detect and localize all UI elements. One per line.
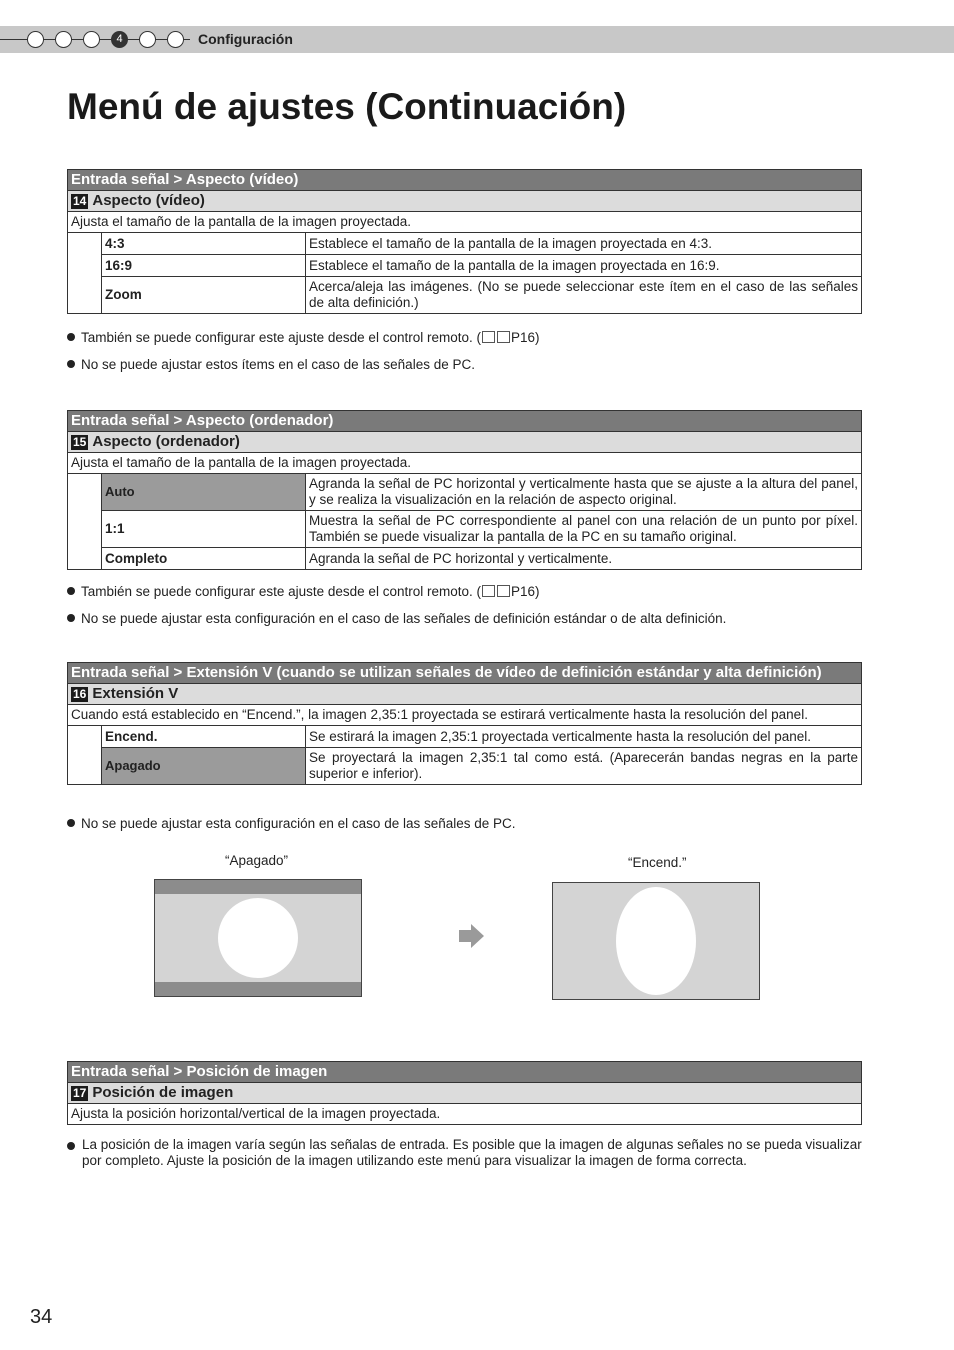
page-ref: P16 <box>510 330 536 345</box>
option-label: Completo <box>102 548 306 570</box>
option-text: Muestra la señal de PC correspondiente al panel con una relación de un punto por píxel. También se puede visualizar la pantalla de la PC en su tamaño original. <box>306 511 862 548</box>
book-icon <box>497 331 510 343</box>
chapter-circle <box>139 31 156 48</box>
bullet-icon <box>67 819 75 827</box>
option-text: Establece el tamaño de la pantalla de la imagen proyectada en 4:3. <box>306 233 862 255</box>
v-stretch-table <box>67 662 862 785</box>
note: También se puede configurar este ajuste desde el control remoto. ( P16) <box>67 584 540 600</box>
note: No se puede ajustar estos ítems en el caso de las señales de PC. <box>67 357 475 373</box>
item-title <box>68 191 862 212</box>
bullet-icon <box>67 614 75 622</box>
note: No se puede ajustar esta configuración en el caso de las señales de definición estándar o de alta definición. <box>67 611 726 627</box>
image-position-table <box>67 1061 862 1125</box>
bullet-icon <box>67 1142 75 1150</box>
indent-cell <box>68 233 102 314</box>
chapter-circle <box>27 31 44 48</box>
caption-on: “Encend.” <box>628 855 687 870</box>
option-text: Agranda la señal de PC horizontal y verticalmente. <box>306 548 862 570</box>
option-text: Establece el tamaño de la pantalla de la imagen proyectada en 16:9. <box>306 255 862 277</box>
option-label: Apagado <box>102 748 306 785</box>
chapter-circle <box>83 31 100 48</box>
option-text: Agranda la señal de PC horizontal y verticalmente hasta que se ajuste a la altura del panel, y se realiza la visualización en la relación de aspecto original. <box>306 474 862 511</box>
chapter-circle-current: 4 <box>111 31 128 48</box>
option-label: Auto <box>102 474 306 511</box>
item-title <box>68 432 862 453</box>
item-description: Ajusta el tamaño de la pantalla de la imagen proyectada. <box>68 212 862 233</box>
chapter-circle <box>55 31 72 48</box>
page-number: 34 <box>30 1306 53 1328</box>
option-label: 4:3 <box>102 233 306 255</box>
note: También se puede configurar este ajuste desde el control remoto. ( P16) <box>67 330 540 346</box>
item-name: Aspecto (ordenador) <box>92 433 240 450</box>
item-name: Posición de imagen <box>92 1084 234 1101</box>
item-number: 16 <box>73 687 87 701</box>
option-label: Zoom <box>102 277 306 314</box>
option-label: Encend. <box>102 726 306 748</box>
chapter-circle <box>167 31 184 48</box>
note: No se puede ajustar esta configuración en el caso de las señales de PC. <box>67 816 516 832</box>
caption-off: “Apagado” <box>225 853 289 868</box>
letterbox-illustration <box>154 879 362 997</box>
note: La posición de la imagen varía según las señalas de entrada. Es posible que la imagen de algunas señales no se pueda visualizar por completo. Ajuste la posición de la imagen utilizando este menú para visualizar la imagen de forma correcta. <box>67 1137 867 1169</box>
item-title <box>68 684 862 705</box>
item-description: Cuando está establecido en “Encend.”, la imagen 2,35:1 proyectada se estirará verticalmente hasta la resolución del panel. <box>68 705 862 726</box>
option-text: Se estirará la imagen 2,35:1 proyectada verticalmente hasta la resolución del panel. <box>306 726 862 748</box>
item-description: Ajusta el tamaño de la pantalla de la imagen proyectada. <box>68 453 862 474</box>
aspect-video-table <box>67 169 862 314</box>
arrow-right-icon <box>457 921 487 951</box>
page-ref: P16 <box>510 584 536 599</box>
bullet-icon <box>67 333 75 341</box>
book-icon <box>497 585 510 597</box>
item-number: 15 <box>73 435 87 449</box>
page-title: Menú de ajustes (Continuación) <box>67 86 627 127</box>
indent-cell <box>68 726 102 785</box>
item-description: Ajusta la posición horizontal/vertical de la imagen proyectada. <box>68 1104 862 1125</box>
option-text: Se proyectará la imagen 2,35:1 tal como está. (Aparecerán bandas negras en la parte superior e inferior). <box>306 748 862 785</box>
indent-cell <box>68 474 102 570</box>
option-text: Acerca/aleja las imágenes. (No se puede seleccionar este ítem en el caso de las señales de alta definición.) <box>306 277 862 314</box>
item-title <box>68 1083 862 1104</box>
bullet-icon <box>67 587 75 595</box>
book-icon <box>482 585 495 597</box>
book-icon <box>482 331 495 343</box>
item-number: 17 <box>73 1086 87 1100</box>
aspect-pc-table <box>67 410 862 570</box>
section-label: Configuración <box>198 31 293 47</box>
stretched-illustration <box>552 882 760 1000</box>
bullet-icon <box>67 360 75 368</box>
table-header: Entrada señal > Aspecto (vídeo) <box>68 170 862 191</box>
table-header: Entrada señal > Extensión V (cuando se utilizan señales de vídeo de definición estándar y alta definición) <box>68 663 862 684</box>
table-header: Entrada señal > Aspecto (ordenador) <box>68 411 862 432</box>
item-name: Extensión V <box>92 685 179 702</box>
table-header: Entrada señal > Posición de imagen <box>68 1062 862 1083</box>
option-label: 16:9 <box>102 255 306 277</box>
item-name: Aspecto (vídeo) <box>92 192 205 209</box>
item-number: 14 <box>73 194 87 208</box>
option-label: 1:1 <box>102 511 306 548</box>
